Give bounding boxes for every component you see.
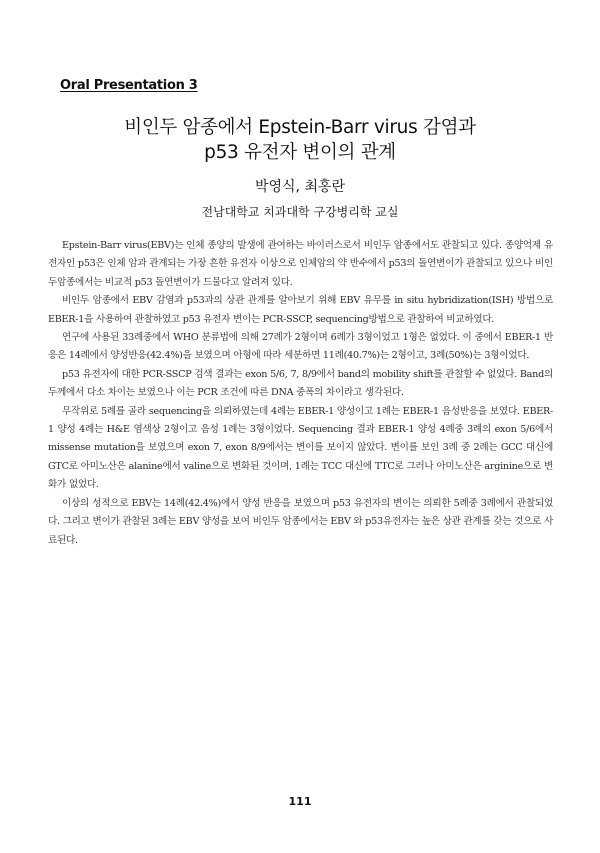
affiliation: 전남대학교 치과대학 구강병리학 교실 <box>201 205 399 219</box>
abstract-body <box>48 237 553 550</box>
abstract-paragraph: 무작위로 5례를 골라 sequencing을 의뢰하였는데 4례는 EBER-1 양성이고 1례는 EBER-1 음성반응을 보였다. EBER-1 양성 4례는 H&E 염색상 2형이고 음성 1례는 3형이었다. Sequencing 결과 EBER-1 양성 4례중 3례의 exon 5/6에서 missense mutation을 보였으며 exon 7, exon 8/9에서는 변이를 보이지 않았다. 변이를 보인 3례 중 2례는 GCC 대신에 GTC로 아미노산은 alanine에서 valine으로 변화된 것이며, 1례는 TCC 대신에 TTC로 그러나 아미노산은 arginine으로 변화가 없었다. <box>48 405 553 491</box>
abstract-paragraph: 비인두 암종에서 EBV 감염과 p53과의 상관 관계를 알아보기 위해 EBV 유무를 in situ hybridization(ISH) 방법으로 EBER-1을 사용하여 관찰하였고 p53 유전자 변이는 PCR-SSCP, sequencing방법으로 관찰하여 비교하였다. <box>48 295 553 325</box>
abstract-paragraph: 연구에 사용된 33례중에서 WHO 분류법에 의해 27례가 2형이며 6례가 3형이었고 1형은 없었다. 이 중에서 EBER-1 반응은 14례에서 양성반응(42.4%)을 보였으며 아형에 따라 세분하면 11례(40.7%)는 2형이고, 3례(50%)는 3형이었다. <box>48 332 553 362</box>
page-number: 111 <box>288 795 312 808</box>
section-label: Oral Presentation 3 <box>60 78 198 93</box>
title-line-1: 비인두 암종에서 Epstein-Barr virus 감염과 <box>124 117 476 138</box>
title-line-2: p53 유전자 변이의 관계 <box>204 142 396 163</box>
abstract-paragraph: 이상의 성적으로 EBV는 14례(42.4%)에서 양성 반응을 보였으며 p53 유전자의 변이는 의뢰한 5례중 3례에서 관찰되었다. 그리고 변이가 관찰된 3례는 EBV 양성을 보여 비인두 암종에서는 EBV 와 p53유전자는 높은 상관 관계를 갖는 것으로 사료된다. <box>48 497 553 546</box>
abstract-paragraph: p53 유전자에 대한 PCR-SSCP 검색 결과는 exon 5/6, 7, 8/9에서 band의 mobility shift를 관찰할 수 없었다. Band의 두께에서 다소 차이는 보였으나 이는 PCR 조건에 따른 DNA 중폭의 차이라고 생각된다. <box>48 368 553 399</box>
authors: 박영식, 최홍란 <box>254 179 346 195</box>
abstract-paragraph: Epstein-Barr virus(EBV)는 인체 종양의 발생에 관여하는 바이러스로서 비인두 암종에서도 관찰되고 있다. 종양억제 유전자인 p53은 인체 암과 관계되는 가장 흔한 유전자 이상으로 인체암의 약 반수에서 p53의 돌연변이가 관찰되고 있으나 비인두암종에서는 비교적 p53 돌연변이가 드물다고 알려져 있다. <box>48 240 553 288</box>
paper-title <box>0 115 600 165</box>
